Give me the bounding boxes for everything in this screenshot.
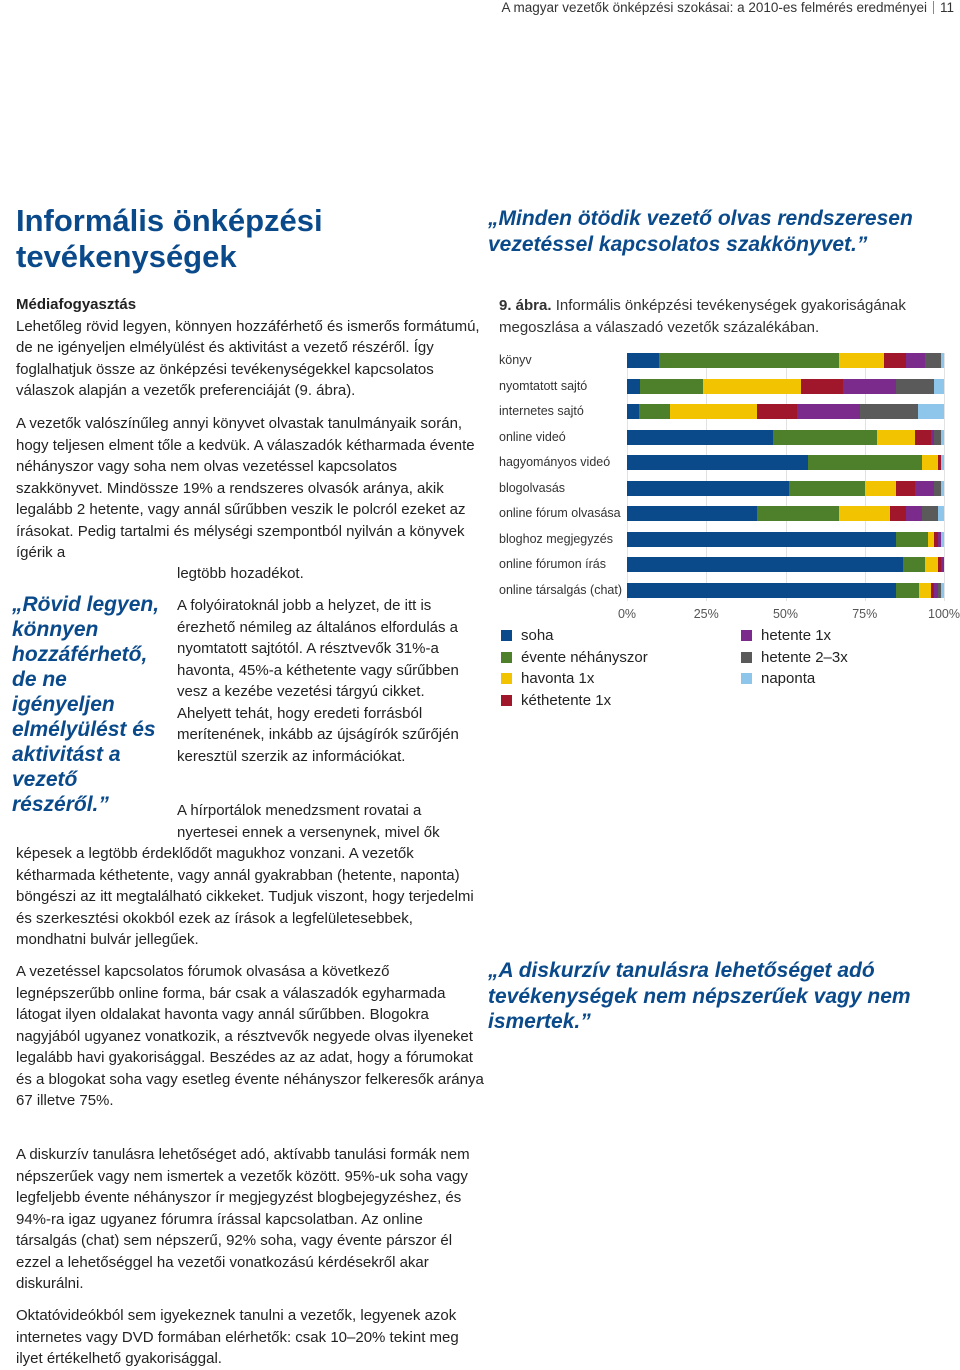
paragraph-3-block [177, 595, 482, 767]
paragraph-4b-block [16, 843, 486, 951]
bar-segment [797, 404, 860, 419]
section-heading [16, 203, 323, 275]
bar-segment [789, 481, 865, 496]
bar-segment [843, 379, 897, 394]
paragraph-media [16, 294, 486, 402]
x-tick-label: 25% [693, 607, 719, 621]
bar-segment [865, 481, 897, 496]
bar-segment [757, 404, 797, 419]
legend-item [741, 627, 831, 644]
bar-segment [757, 506, 839, 521]
category-label: online fórumon írás [499, 557, 607, 571]
bar-segment [703, 379, 801, 394]
bar-segment [941, 455, 944, 470]
bar-segment [627, 455, 808, 470]
bar-segment [627, 379, 640, 394]
legend-label: hetente 1x [761, 627, 832, 644]
category-label: blogolvasás [499, 480, 566, 495]
bar-segment [919, 583, 932, 598]
pullquote-right-bottom: „A diskurzív tanulásra lehetőséget adó tevékenységek nem népszerűek vagy nem ismertek.” [488, 959, 911, 1033]
bar-segment [941, 353, 944, 368]
paragraph-5-block [16, 961, 486, 1112]
paragraph-7: Oktatóvideókból sem igyekeznek tanulni a vezetők, legyenek azok internetes vagy DVD formában elérhetők: csak 10–20% tekint meg ilyet értékelhető gyakorisággal. [16, 1307, 459, 1367]
bar-segment [925, 557, 938, 572]
x-tick-label: 50% [772, 607, 799, 621]
running-head [0, 0, 960, 20]
stacked-bar [627, 583, 944, 598]
bar-segment [941, 583, 944, 598]
bar-segment [839, 353, 883, 368]
subheading-media: Médiafogyasztás [16, 296, 137, 313]
bar-segment [941, 532, 944, 547]
bar-segment [922, 506, 938, 521]
figure-number: 9. ábra. [499, 297, 552, 314]
stacked-bar [627, 455, 944, 470]
bar-segment [915, 430, 931, 445]
legend-label: hetente 2–3x [761, 648, 848, 666]
bar-segment [627, 532, 896, 547]
category-label: online társalgás (chat) [499, 582, 622, 597]
category-label: internetes sajtó [499, 404, 584, 418]
figure-caption-text: Informális önképzési tevékenységek gyakoriságának megoszlása a válaszadó vezetők százalékában. [499, 297, 906, 336]
paragraph-6-block [16, 1144, 486, 1295]
bar-segment [627, 404, 639, 419]
paragraph-4a-block [177, 800, 482, 843]
category-label: online fórum olvasása [499, 506, 621, 520]
bar-segment [941, 557, 944, 572]
legend-swatch [501, 673, 512, 684]
bar-segment [941, 430, 944, 445]
paragraph-1: Lehetőleg rövid legyen, könnyen hozzáférhető és ismerős formátumú, de ne igényeljen elmélyülést és aktivitást a vezető részéről. Így foglalhatjuk össze az önképzési tevékenységekkel kapcsolatos válaszok alapján a vezetők preferenciáját (9. ábra). [16, 317, 480, 399]
bar-segment [938, 506, 944, 521]
bar-segment [896, 532, 928, 547]
bar-segment [922, 455, 938, 470]
paragraph-3: A folyóiratoknál jobb a helyzet, de itt is érezhető némileg az általános elfordulás a nyomtatott sajtótól. A résztvevők 31%-a havonta, 45%-a kéthetente vagy sűrűbben vesz a kezébe vezetési tárgyú cikket. Ahelyett tehát, hogy eredeti forrásból merítenének, inkább az újságírók szűrőjén keresztül szerzik az információkat. [177, 597, 459, 765]
paragraph-5: A vezetéssel kapcsolatos fórumok olvasása a következő legnépszerűbb online forma, bár csak a válaszadók egyharmada látogat ilyen oldalakat havonta vagy annál sűrűbben. Blogokra nagyjából ugyanez vonatkozik, a résztvevők negyede olvas ilyeneket legalább havi gyakorisággal. Beszédes az az adat, hogy a fórumokat és a blogokat soha vagy esetleg évente néhányszor felkeresők aránya 67 illetve 75%. [16, 963, 484, 1109]
running-head-separator [933, 1, 934, 14]
legend-swatch [741, 630, 752, 641]
gridline [944, 353, 945, 601]
bar-segment [627, 557, 903, 572]
legend-swatch [501, 695, 512, 706]
legend-label: kéthetente 1x [521, 691, 612, 709]
stacked-bar [627, 557, 944, 572]
paragraph-2-block [16, 413, 486, 564]
paragraph-2-continuation-block [177, 563, 477, 585]
legend-label: évente néhányszor [521, 648, 648, 666]
category-label: nyomtatott sajtó [499, 378, 588, 393]
category-label: online videó [499, 429, 566, 444]
bar-segment [903, 557, 925, 572]
legend-item [741, 649, 848, 666]
bar-segment [808, 455, 922, 470]
bar-segment [915, 481, 934, 496]
stacked-bar [627, 404, 944, 419]
legend-item [741, 670, 815, 687]
bar-segment [906, 353, 925, 368]
paragraph-4b: képesek a legtöbb érdeklődőt magukhoz vonzani. A vezetők kétharmada kéthetente, vagy annál gyakrabban (hetente, naponta) böngészi az itt megtalálható cikkeket. Tudjuk viszont, hogy terjedelmi és szerkesztési okokból ezek az írások a legfelületesebbek, mondhatni bulvár jellegűek. [16, 845, 474, 948]
legend-item [501, 670, 594, 687]
bar-segment [896, 379, 934, 394]
bar-segment [918, 404, 944, 419]
bar-segment [860, 404, 918, 419]
page-number: 11 [939, 0, 954, 15]
stacked-bar [627, 379, 944, 394]
legend-swatch [741, 652, 752, 663]
bar-segment [639, 404, 671, 419]
bar-segment [934, 379, 944, 394]
stacked-bar [627, 481, 944, 496]
legend-label: havonta 1x [521, 670, 595, 687]
bar-segment [896, 481, 915, 496]
paragraph-2-continuation: legtöbb hozadékot. [177, 565, 304, 582]
bar-segment [659, 353, 840, 368]
legend-label: soha [521, 627, 554, 644]
chart-x-axis [618, 607, 958, 623]
legend-label: naponta [761, 670, 816, 687]
x-tick-label: 0% [617, 607, 637, 621]
bar-segment [925, 353, 941, 368]
paragraph-2: A vezetők valószínűleg annyi könyvet olvastak tanulmányaik során, hogy teljesen elment tőle a kedvük. A válaszadók kétharmada évente néhányszor vagy soha nem olvas vezetéssel kapcsolatos szakkönyvet. Mindössze 19% a rendszeres olvasók aránya, akik legalább 2 hetente, vagy annál sűrűbben veszik le polcról ezeket az írásokat. Pedig tartalmi és mélységi szempontból nyilván a könyvek ígérik a [16, 415, 475, 561]
bar-segment [640, 379, 703, 394]
stacked-bar [627, 506, 944, 521]
pullquote-right-top: „Minden ötödik vezető olvas rendszeresen vezetéssel kapcsolatos szakkönyvet.” [488, 207, 913, 256]
legend-item [501, 649, 648, 666]
running-head-title: A magyar vezetők önképzési szokásai: a 2010-es felmérés eredményei [501, 0, 927, 15]
stacked-bar [627, 353, 944, 368]
paragraph-6: A diskurzív tanulásra lehetőséget adó, aktívabb tanulási formák nem népszerűek vagy nem ismertek a vezetők között. 95%-uk soha vagy legfeljebb évente néhányszor ír megjegyzést blogbejegyzéshez, és 94%-ra igaz ugyanez fórumra írással kapcsolatban. Az online társalgás (chat) sem népszerű, 92% soha, vagy évente párszor él ezzel a lehetőséggel ha vezetői vonatkozású kérdésekről akar diskurálni. [16, 1146, 470, 1292]
bar-segment [906, 506, 922, 521]
bar-segment [884, 353, 906, 368]
bar-segment [839, 506, 890, 521]
category-label: hagyományos videó [499, 455, 611, 469]
legend-item [501, 627, 554, 644]
bar-segment [670, 404, 756, 419]
bar-segment [627, 430, 773, 445]
category-label: bloghoz megjegyzés [499, 531, 613, 546]
stacked-bar [627, 532, 944, 547]
legend-item [501, 692, 611, 709]
legend-swatch [741, 673, 752, 684]
x-tick-label: 100% [928, 607, 960, 621]
pullquote-left: „Rövid legyen, könnyen hozzáférhető, de ne igényeljen elmélyülést és aktivitást a vezető részéről.” [12, 593, 160, 816]
section-heading-line2: tevékenységek [16, 239, 237, 274]
legend-swatch [501, 652, 512, 663]
bar-segment [627, 481, 789, 496]
bar-segment [877, 430, 915, 445]
bar-segment [890, 506, 906, 521]
paragraph-4a: A hírportálok menedzsment rovatai a nyertesei ennek a versenynek, mivel ők [177, 802, 440, 841]
bar-segment [896, 583, 918, 598]
stacked-bar [627, 430, 944, 445]
legend-swatch [501, 630, 512, 641]
bar-segment [941, 481, 944, 496]
bar-segment [627, 583, 896, 598]
bar-segment [627, 506, 757, 521]
category-label: könyv [499, 353, 532, 367]
bar-segment [627, 353, 659, 368]
bar-segment [801, 379, 842, 394]
x-tick-label: 75% [852, 607, 878, 621]
section-heading-line1: Informális önképzési [16, 203, 323, 238]
paragraph-7-block [16, 1305, 486, 1370]
figure-caption [499, 295, 959, 338]
bar-segment [773, 430, 878, 445]
